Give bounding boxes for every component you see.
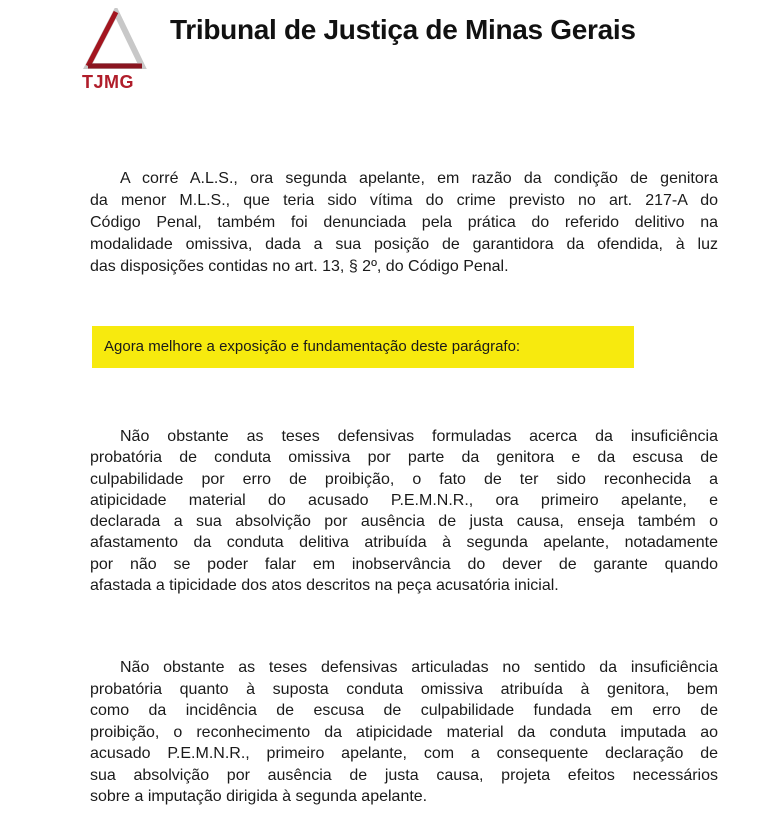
text-line: por não se poder falar em inobservância do dever de garante quando [90,555,718,573]
prompt-text: Agora melhore a exposição e fundamentação deste parágrafo: [104,338,521,355]
text-line: Código Penal, também foi denunciada pela prática do referido delitivo na [90,214,718,231]
text-line: afastada a tipicidade dos atos descritos na peça acusatória inicial. [90,577,559,595]
paragraph-rewrite-2 [90,657,718,808]
text-line: como da incidência de escusa de culpabilidade fundada em erro de [90,702,718,719]
tjmg-logo [80,8,150,92]
page-title: Tribunal de Justiça de Minas Gerais [170,14,636,45]
text-line: Não obstante as teses defensivas formuladas acerca da insuficiência [120,428,718,445]
text-line: probatória quanto à suposta conduta omissiva atribuída à genitora, bem [90,680,718,698]
paragraph-rewrite-1 [90,426,718,596]
text-line: das disposições contidas no art. 13, § 2º, do Código Penal. [90,258,509,275]
text-line: sobre a imputação dirigida à segunda apelante. [90,788,428,805]
text-line: culpabilidade por erro de proibição, o fato de ter sido reconhecida a [90,470,718,488]
paragraph-original [90,168,718,278]
text-line: declarada a sua absolvição por ausência de justa causa, enseja também o [90,513,718,531]
triangle-logo-icon [80,8,150,72]
text-line: sua absolvição por ausência de justa causa, projeta efeitos necessários [90,766,718,784]
text-line: da menor M.L.S., que teria sido vítima do crime previsto no art. 217-A do [90,192,718,209]
text-line: A corré A.L.S., ora segunda apelante, em razão da condição de genitora [120,170,718,187]
text-line: probatória de conduta omissiva por parte da genitora e da escusa de [90,449,718,467]
text-line: acusado P.E.M.N.R., primeiro apelante, com a consequente declaração de [90,745,718,762]
text-line: Não obstante as teses defensivas articuladas no sentido da insuficiência [120,659,718,676]
text-line: atipicidade material do acusado P.E.M.N.R., ora primeiro apelante, e [90,491,718,509]
text-line: modalidade omissiva, dada a sua posição de garantidora da ofendida, à luz [90,236,718,253]
highlighted-prompt [92,326,634,368]
logo-text: TJMG [82,72,135,92]
text-line: proibição, o reconhecimento da atipicidade material da conduta imputada ao [90,723,718,741]
text-line: afastamento da conduta delitiva atribuída à segunda apelante, notadamente [90,534,718,552]
